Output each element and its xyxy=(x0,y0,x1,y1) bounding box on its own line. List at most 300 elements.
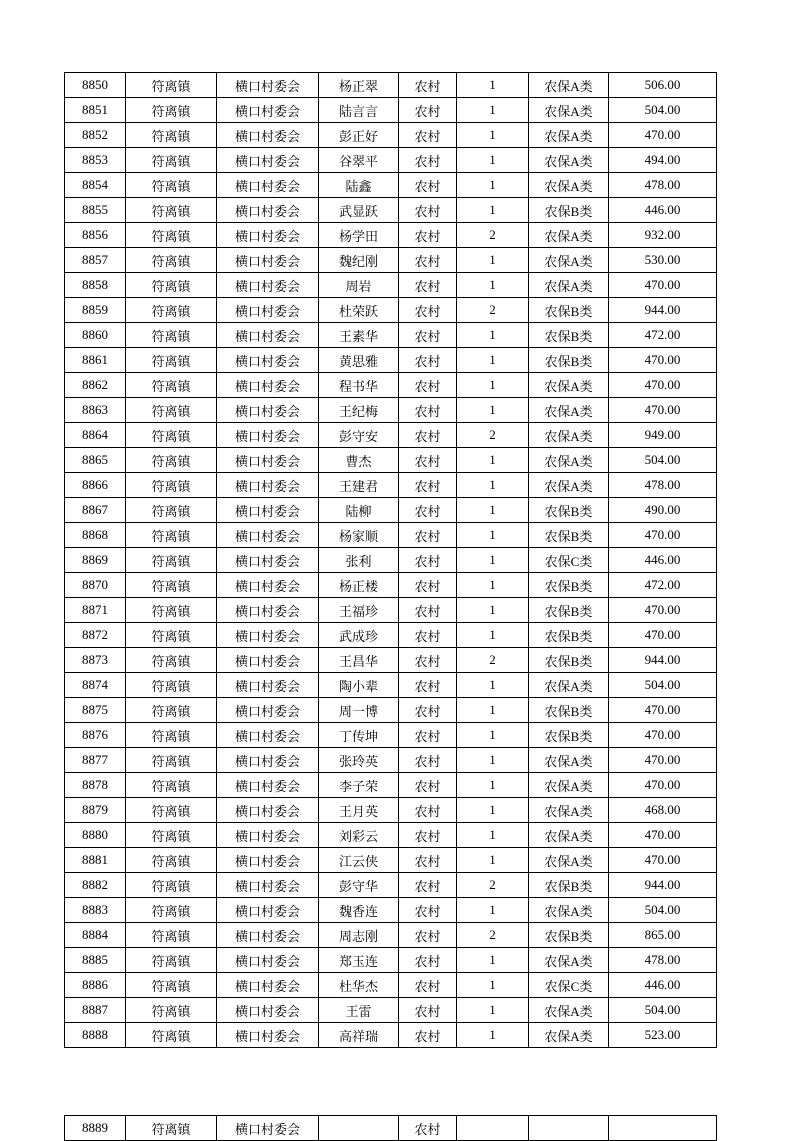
cell-id: 8860 xyxy=(65,323,126,348)
cell-name: 杨家顺 xyxy=(319,523,399,548)
cell-category: 农保A类 xyxy=(529,173,609,198)
cell-name: 黄思雅 xyxy=(319,348,399,373)
cell-id: 8885 xyxy=(65,948,126,973)
cell-id: 8883 xyxy=(65,898,126,923)
cell-type: 农村 xyxy=(399,948,457,973)
cell-category: 农保A类 xyxy=(529,998,609,1023)
cell-village: 横口村委会 xyxy=(217,698,319,723)
cell-town: 符离镇 xyxy=(126,923,217,948)
cell-name: 武成珍 xyxy=(319,623,399,648)
cell-town: 符离镇 xyxy=(126,373,217,398)
cell-type: 农村 xyxy=(399,373,457,398)
cell-type: 农村 xyxy=(399,573,457,598)
cell-name: 王月英 xyxy=(319,798,399,823)
cell-town: 符离镇 xyxy=(126,898,217,923)
cell-amount: 504.00 xyxy=(609,98,717,123)
cell-village: 横口村委会 xyxy=(217,973,319,998)
cell-name: 谷翠平 xyxy=(319,148,399,173)
cell-amount: 470.00 xyxy=(609,598,717,623)
cell-type: 农村 xyxy=(399,523,457,548)
cell-category: 农保A类 xyxy=(529,473,609,498)
cell-name: 周志刚 xyxy=(319,923,399,948)
cell-category: 农保B类 xyxy=(529,598,609,623)
cell-village: 横口村委会 xyxy=(217,423,319,448)
cell-village: 横口村委会 xyxy=(217,398,319,423)
cell-amount: 504.00 xyxy=(609,448,717,473)
cell-count: 1 xyxy=(457,448,529,473)
cell-type: 农村 xyxy=(399,648,457,673)
cell-id: 8857 xyxy=(65,248,126,273)
cell-village: 横口村委会 xyxy=(217,773,319,798)
cell-amount: 932.00 xyxy=(609,223,717,248)
table-row xyxy=(65,198,717,223)
cell-count: 1 xyxy=(457,148,529,173)
cell-category: 农保A类 xyxy=(529,398,609,423)
cell-id: 8870 xyxy=(65,573,126,598)
cell-town: 符离镇 xyxy=(126,248,217,273)
table-row xyxy=(65,623,717,648)
cell-type: 农村 xyxy=(399,798,457,823)
cell-village: 横口村委会 xyxy=(217,298,319,323)
cell-category: 农保A类 xyxy=(529,798,609,823)
cell-name: 江云侠 xyxy=(319,848,399,873)
cell-type: 农村 xyxy=(399,1023,457,1048)
cell-town: 符离镇 xyxy=(126,273,217,298)
cell-id: 8888 xyxy=(65,1023,126,1048)
cell-amount: 470.00 xyxy=(609,848,717,873)
cell-amount: 472.00 xyxy=(609,323,717,348)
cell-name: 杜荣跃 xyxy=(319,298,399,323)
cell-count: 1 xyxy=(457,398,529,423)
table-row xyxy=(65,598,717,623)
partial-row-body xyxy=(65,1116,717,1141)
cell-id: 8878 xyxy=(65,773,126,798)
cell-type: 农村 xyxy=(399,1116,457,1141)
cell-village: 横口村委会 xyxy=(217,148,319,173)
cell-id: 8887 xyxy=(65,998,126,1023)
cell-type: 农村 xyxy=(399,898,457,923)
cell-count: 1 xyxy=(457,998,529,1023)
cell-village: 横口村委会 xyxy=(217,623,319,648)
cell-id: 8876 xyxy=(65,723,126,748)
cell-category: 农保A类 xyxy=(529,98,609,123)
cell-count: 1 xyxy=(457,723,529,748)
cell-type: 农村 xyxy=(399,723,457,748)
cell-name: 陆鑫 xyxy=(319,173,399,198)
cell-count: 1 xyxy=(457,823,529,848)
payment-table xyxy=(64,72,717,1048)
cell-count: 1 xyxy=(457,273,529,298)
table-row xyxy=(65,98,717,123)
cell-category: 农保C类 xyxy=(529,548,609,573)
cell-id: 8864 xyxy=(65,423,126,448)
cell-name: 周岩 xyxy=(319,273,399,298)
table-row xyxy=(65,148,717,173)
cell-village: 横口村委会 xyxy=(217,598,319,623)
cell-town: 符离镇 xyxy=(126,998,217,1023)
cell-amount: 523.00 xyxy=(609,1023,717,1048)
cell-count: 1 xyxy=(457,173,529,198)
table-row xyxy=(65,173,717,198)
cell-count: 2 xyxy=(457,298,529,323)
cell-count: 1 xyxy=(457,523,529,548)
cell-category: 农保A类 xyxy=(529,848,609,873)
cell-count: 1 xyxy=(457,473,529,498)
cell-type: 农村 xyxy=(399,248,457,273)
cell-id: 8879 xyxy=(65,798,126,823)
cell-category: 农保B类 xyxy=(529,348,609,373)
cell-id: 8869 xyxy=(65,548,126,573)
cell-id: 8872 xyxy=(65,623,126,648)
cell-count: 1 xyxy=(457,123,529,148)
cell-category: 农保A类 xyxy=(529,448,609,473)
cell-village: 横口村委会 xyxy=(217,73,319,98)
table-row xyxy=(65,123,717,148)
cell-type: 农村 xyxy=(399,173,457,198)
cell-town: 符离镇 xyxy=(126,1116,217,1141)
cell-amount: 504.00 xyxy=(609,998,717,1023)
cell-count: 1 xyxy=(457,73,529,98)
cell-village: 横口村委会 xyxy=(217,198,319,223)
cell-village: 横口村委会 xyxy=(217,873,319,898)
cell-type: 农村 xyxy=(399,423,457,448)
cell-id: 8863 xyxy=(65,398,126,423)
cell-town: 符离镇 xyxy=(126,1023,217,1048)
cell-village: 横口村委会 xyxy=(217,223,319,248)
cell-category: 农保A类 xyxy=(529,423,609,448)
cell-name: 王建君 xyxy=(319,473,399,498)
cell-name: 王福珍 xyxy=(319,598,399,623)
cell-category: 农保A类 xyxy=(529,123,609,148)
cell-id: 8862 xyxy=(65,373,126,398)
cell-village: 横口村委会 xyxy=(217,923,319,948)
cell-village: 横口村委会 xyxy=(217,798,319,823)
cell-id: 8855 xyxy=(65,198,126,223)
cell-amount: 468.00 xyxy=(609,798,717,823)
cell-name: 彭守安 xyxy=(319,423,399,448)
cell-town: 符离镇 xyxy=(126,573,217,598)
cell-category: 农保B类 xyxy=(529,498,609,523)
cell-town: 符离镇 xyxy=(126,423,217,448)
cell-name: 丁传坤 xyxy=(319,723,399,748)
cell-count xyxy=(457,1116,529,1141)
cell-village: 横口村委会 xyxy=(217,373,319,398)
cell-count: 1 xyxy=(457,573,529,598)
cell-town: 符离镇 xyxy=(126,223,217,248)
cell-id: 8851 xyxy=(65,98,126,123)
cell-town: 符离镇 xyxy=(126,623,217,648)
cell-id: 8868 xyxy=(65,523,126,548)
cell-category: 农保A类 xyxy=(529,1023,609,1048)
cell-amount: 478.00 xyxy=(609,473,717,498)
cell-type: 农村 xyxy=(399,448,457,473)
cell-count: 1 xyxy=(457,348,529,373)
cell-name: 程书华 xyxy=(319,373,399,398)
cell-count: 1 xyxy=(457,773,529,798)
cell-town: 符离镇 xyxy=(126,498,217,523)
cell-town: 符离镇 xyxy=(126,673,217,698)
cell-id: 8854 xyxy=(65,173,126,198)
cell-type: 农村 xyxy=(399,773,457,798)
cell-amount: 470.00 xyxy=(609,123,717,148)
table-row xyxy=(65,673,717,698)
cell-category: 农保B类 xyxy=(529,723,609,748)
cell-count: 1 xyxy=(457,548,529,573)
cell-count: 1 xyxy=(457,98,529,123)
cell-category: 农保A类 xyxy=(529,273,609,298)
cell-amount: 446.00 xyxy=(609,198,717,223)
cell-village: 横口村委会 xyxy=(217,998,319,1023)
cell-amount: 504.00 xyxy=(609,673,717,698)
cell-count: 1 xyxy=(457,898,529,923)
table-row xyxy=(65,973,717,998)
cell-category: 农保A类 xyxy=(529,948,609,973)
cell-village: 横口村委会 xyxy=(217,523,319,548)
cell-name: 彭正好 xyxy=(319,123,399,148)
table-row xyxy=(65,723,717,748)
table-row xyxy=(65,398,717,423)
cell-amount: 470.00 xyxy=(609,698,717,723)
cell-amount: 478.00 xyxy=(609,173,717,198)
table-row xyxy=(65,248,717,273)
cell-town: 符离镇 xyxy=(126,798,217,823)
cell-type: 农村 xyxy=(399,823,457,848)
cell-amount: 446.00 xyxy=(609,973,717,998)
cell-type: 农村 xyxy=(399,998,457,1023)
table-row xyxy=(65,923,717,948)
table-row xyxy=(65,823,717,848)
cell-town: 符离镇 xyxy=(126,848,217,873)
cell-category: 农保A类 xyxy=(529,373,609,398)
cell-name: 彭守华 xyxy=(319,873,399,898)
table-row xyxy=(65,273,717,298)
table-row xyxy=(65,873,717,898)
cell-category: 农保A类 xyxy=(529,898,609,923)
cell-name: 李子荣 xyxy=(319,773,399,798)
cell-town: 符离镇 xyxy=(126,773,217,798)
cell-village: 横口村委会 xyxy=(217,123,319,148)
cell-amount: 490.00 xyxy=(609,498,717,523)
cell-type: 农村 xyxy=(399,698,457,723)
cell-amount: 470.00 xyxy=(609,723,717,748)
cell-village: 横口村委会 xyxy=(217,448,319,473)
table-row xyxy=(65,473,717,498)
cell-amount: 944.00 xyxy=(609,298,717,323)
cell-category: 农保A类 xyxy=(529,73,609,98)
cell-count: 1 xyxy=(457,948,529,973)
cell-type: 农村 xyxy=(399,873,457,898)
cell-amount: 865.00 xyxy=(609,923,717,948)
cell-name: 周一博 xyxy=(319,698,399,723)
cell-type: 农村 xyxy=(399,73,457,98)
cell-name: 陆柳 xyxy=(319,498,399,523)
cell-town: 符离镇 xyxy=(126,298,217,323)
cell-id: 8866 xyxy=(65,473,126,498)
cell-category: 农保B类 xyxy=(529,573,609,598)
table-row xyxy=(65,73,717,98)
cell-name: 杨学田 xyxy=(319,223,399,248)
cell-id: 8859 xyxy=(65,298,126,323)
cell-town: 符离镇 xyxy=(126,448,217,473)
cell-category: 农保A类 xyxy=(529,248,609,273)
cell-village: 横口村委会 xyxy=(217,823,319,848)
cell-town: 符离镇 xyxy=(126,723,217,748)
cell-type: 农村 xyxy=(399,198,457,223)
cell-amount: 504.00 xyxy=(609,898,717,923)
cell-count: 2 xyxy=(457,223,529,248)
cell-village: 横口村委会 xyxy=(217,723,319,748)
cell-id: 8858 xyxy=(65,273,126,298)
cell-village: 横口村委会 xyxy=(217,548,319,573)
cell-count: 2 xyxy=(457,423,529,448)
cell-amount: 530.00 xyxy=(609,248,717,273)
cell-amount: 470.00 xyxy=(609,273,717,298)
cell-name: 魏香连 xyxy=(319,898,399,923)
cell-village: 横口村委会 xyxy=(217,573,319,598)
cell-amount: 944.00 xyxy=(609,648,717,673)
cell-type: 农村 xyxy=(399,973,457,998)
table-row xyxy=(65,748,717,773)
cell-name: 张玲英 xyxy=(319,748,399,773)
cell-type: 农村 xyxy=(399,348,457,373)
table-row xyxy=(65,848,717,873)
cell-category: 农保B类 xyxy=(529,923,609,948)
cell-name: 郑玉连 xyxy=(319,948,399,973)
cell-town: 符离镇 xyxy=(126,198,217,223)
cell-amount: 470.00 xyxy=(609,748,717,773)
cell-village: 横口村委会 xyxy=(217,648,319,673)
cell-category: 农保B类 xyxy=(529,648,609,673)
table-row xyxy=(65,548,717,573)
cell-amount: 446.00 xyxy=(609,548,717,573)
cell-name: 杜华杰 xyxy=(319,973,399,998)
cell-count: 1 xyxy=(457,623,529,648)
cell-count: 1 xyxy=(457,973,529,998)
table-row xyxy=(65,898,717,923)
cell-name xyxy=(319,1116,399,1141)
cell-village: 横口村委会 xyxy=(217,848,319,873)
cell-village: 横口村委会 xyxy=(217,1116,319,1141)
cell-amount: 470.00 xyxy=(609,823,717,848)
cell-village: 横口村委会 xyxy=(217,98,319,123)
cell-count: 1 xyxy=(457,323,529,348)
cell-id: 8882 xyxy=(65,873,126,898)
cell-amount: 506.00 xyxy=(609,73,717,98)
cell-village: 横口村委会 xyxy=(217,348,319,373)
cell-town: 符离镇 xyxy=(126,698,217,723)
cell-town: 符离镇 xyxy=(126,873,217,898)
cell-category: 农保B类 xyxy=(529,523,609,548)
cell-amount: 472.00 xyxy=(609,573,717,598)
cell-id: 8850 xyxy=(65,73,126,98)
cell-amount: 944.00 xyxy=(609,873,717,898)
table-row xyxy=(65,523,717,548)
table-row xyxy=(65,573,717,598)
table-body xyxy=(65,73,717,1048)
cell-village: 横口村委会 xyxy=(217,173,319,198)
table-row xyxy=(65,373,717,398)
cell-id: 8875 xyxy=(65,698,126,723)
cell-type: 农村 xyxy=(399,298,457,323)
cell-category: 农保B类 xyxy=(529,323,609,348)
cell-category: 农保B类 xyxy=(529,623,609,648)
table-row xyxy=(65,948,717,973)
table-row xyxy=(65,1116,717,1141)
cell-id: 8889 xyxy=(65,1116,126,1141)
cell-type: 农村 xyxy=(399,273,457,298)
cell-town: 符离镇 xyxy=(126,98,217,123)
table-row xyxy=(65,798,717,823)
table-row xyxy=(65,498,717,523)
cell-category: 农保B类 xyxy=(529,698,609,723)
cell-town: 符离镇 xyxy=(126,73,217,98)
cell-village: 横口村委会 xyxy=(217,473,319,498)
cell-amount xyxy=(609,1116,717,1141)
cell-type: 农村 xyxy=(399,398,457,423)
table-row xyxy=(65,998,717,1023)
cell-category: 农保A类 xyxy=(529,748,609,773)
table-row xyxy=(65,648,717,673)
cell-town: 符离镇 xyxy=(126,148,217,173)
cell-count: 2 xyxy=(457,873,529,898)
cell-category: 农保A类 xyxy=(529,773,609,798)
cell-name: 曹杰 xyxy=(319,448,399,473)
cell-village: 横口村委会 xyxy=(217,673,319,698)
table-row xyxy=(65,348,717,373)
cell-type: 农村 xyxy=(399,123,457,148)
cell-id: 8886 xyxy=(65,973,126,998)
cell-amount: 470.00 xyxy=(609,398,717,423)
cell-count: 1 xyxy=(457,698,529,723)
cell-town: 符离镇 xyxy=(126,348,217,373)
cell-name: 陶小辈 xyxy=(319,673,399,698)
cell-id: 8865 xyxy=(65,448,126,473)
cell-amount: 470.00 xyxy=(609,373,717,398)
cell-name: 王昌华 xyxy=(319,648,399,673)
cell-town: 符离镇 xyxy=(126,398,217,423)
cell-id: 8877 xyxy=(65,748,126,773)
cell-type: 农村 xyxy=(399,98,457,123)
cell-count: 1 xyxy=(457,598,529,623)
cell-name: 杨正楼 xyxy=(319,573,399,598)
cell-town: 符离镇 xyxy=(126,973,217,998)
table-row xyxy=(65,698,717,723)
cell-type: 农村 xyxy=(399,473,457,498)
cell-amount: 470.00 xyxy=(609,773,717,798)
cell-town: 符离镇 xyxy=(126,648,217,673)
cell-amount: 470.00 xyxy=(609,523,717,548)
cell-count: 1 xyxy=(457,373,529,398)
cell-count: 1 xyxy=(457,248,529,273)
cell-town: 符离镇 xyxy=(126,173,217,198)
cell-id: 8880 xyxy=(65,823,126,848)
cell-id: 8874 xyxy=(65,673,126,698)
cell-village: 横口村委会 xyxy=(217,898,319,923)
cell-id: 8856 xyxy=(65,223,126,248)
cell-category: 农保A类 xyxy=(529,823,609,848)
cell-id: 8873 xyxy=(65,648,126,673)
cell-id: 8881 xyxy=(65,848,126,873)
cell-village: 横口村委会 xyxy=(217,498,319,523)
cell-town: 符离镇 xyxy=(126,123,217,148)
cell-name: 高祥瑞 xyxy=(319,1023,399,1048)
cell-town: 符离镇 xyxy=(126,323,217,348)
cell-name: 陆言言 xyxy=(319,98,399,123)
cell-category: 农保B类 xyxy=(529,298,609,323)
cell-type: 农村 xyxy=(399,673,457,698)
table-row xyxy=(65,448,717,473)
cell-type: 农村 xyxy=(399,923,457,948)
